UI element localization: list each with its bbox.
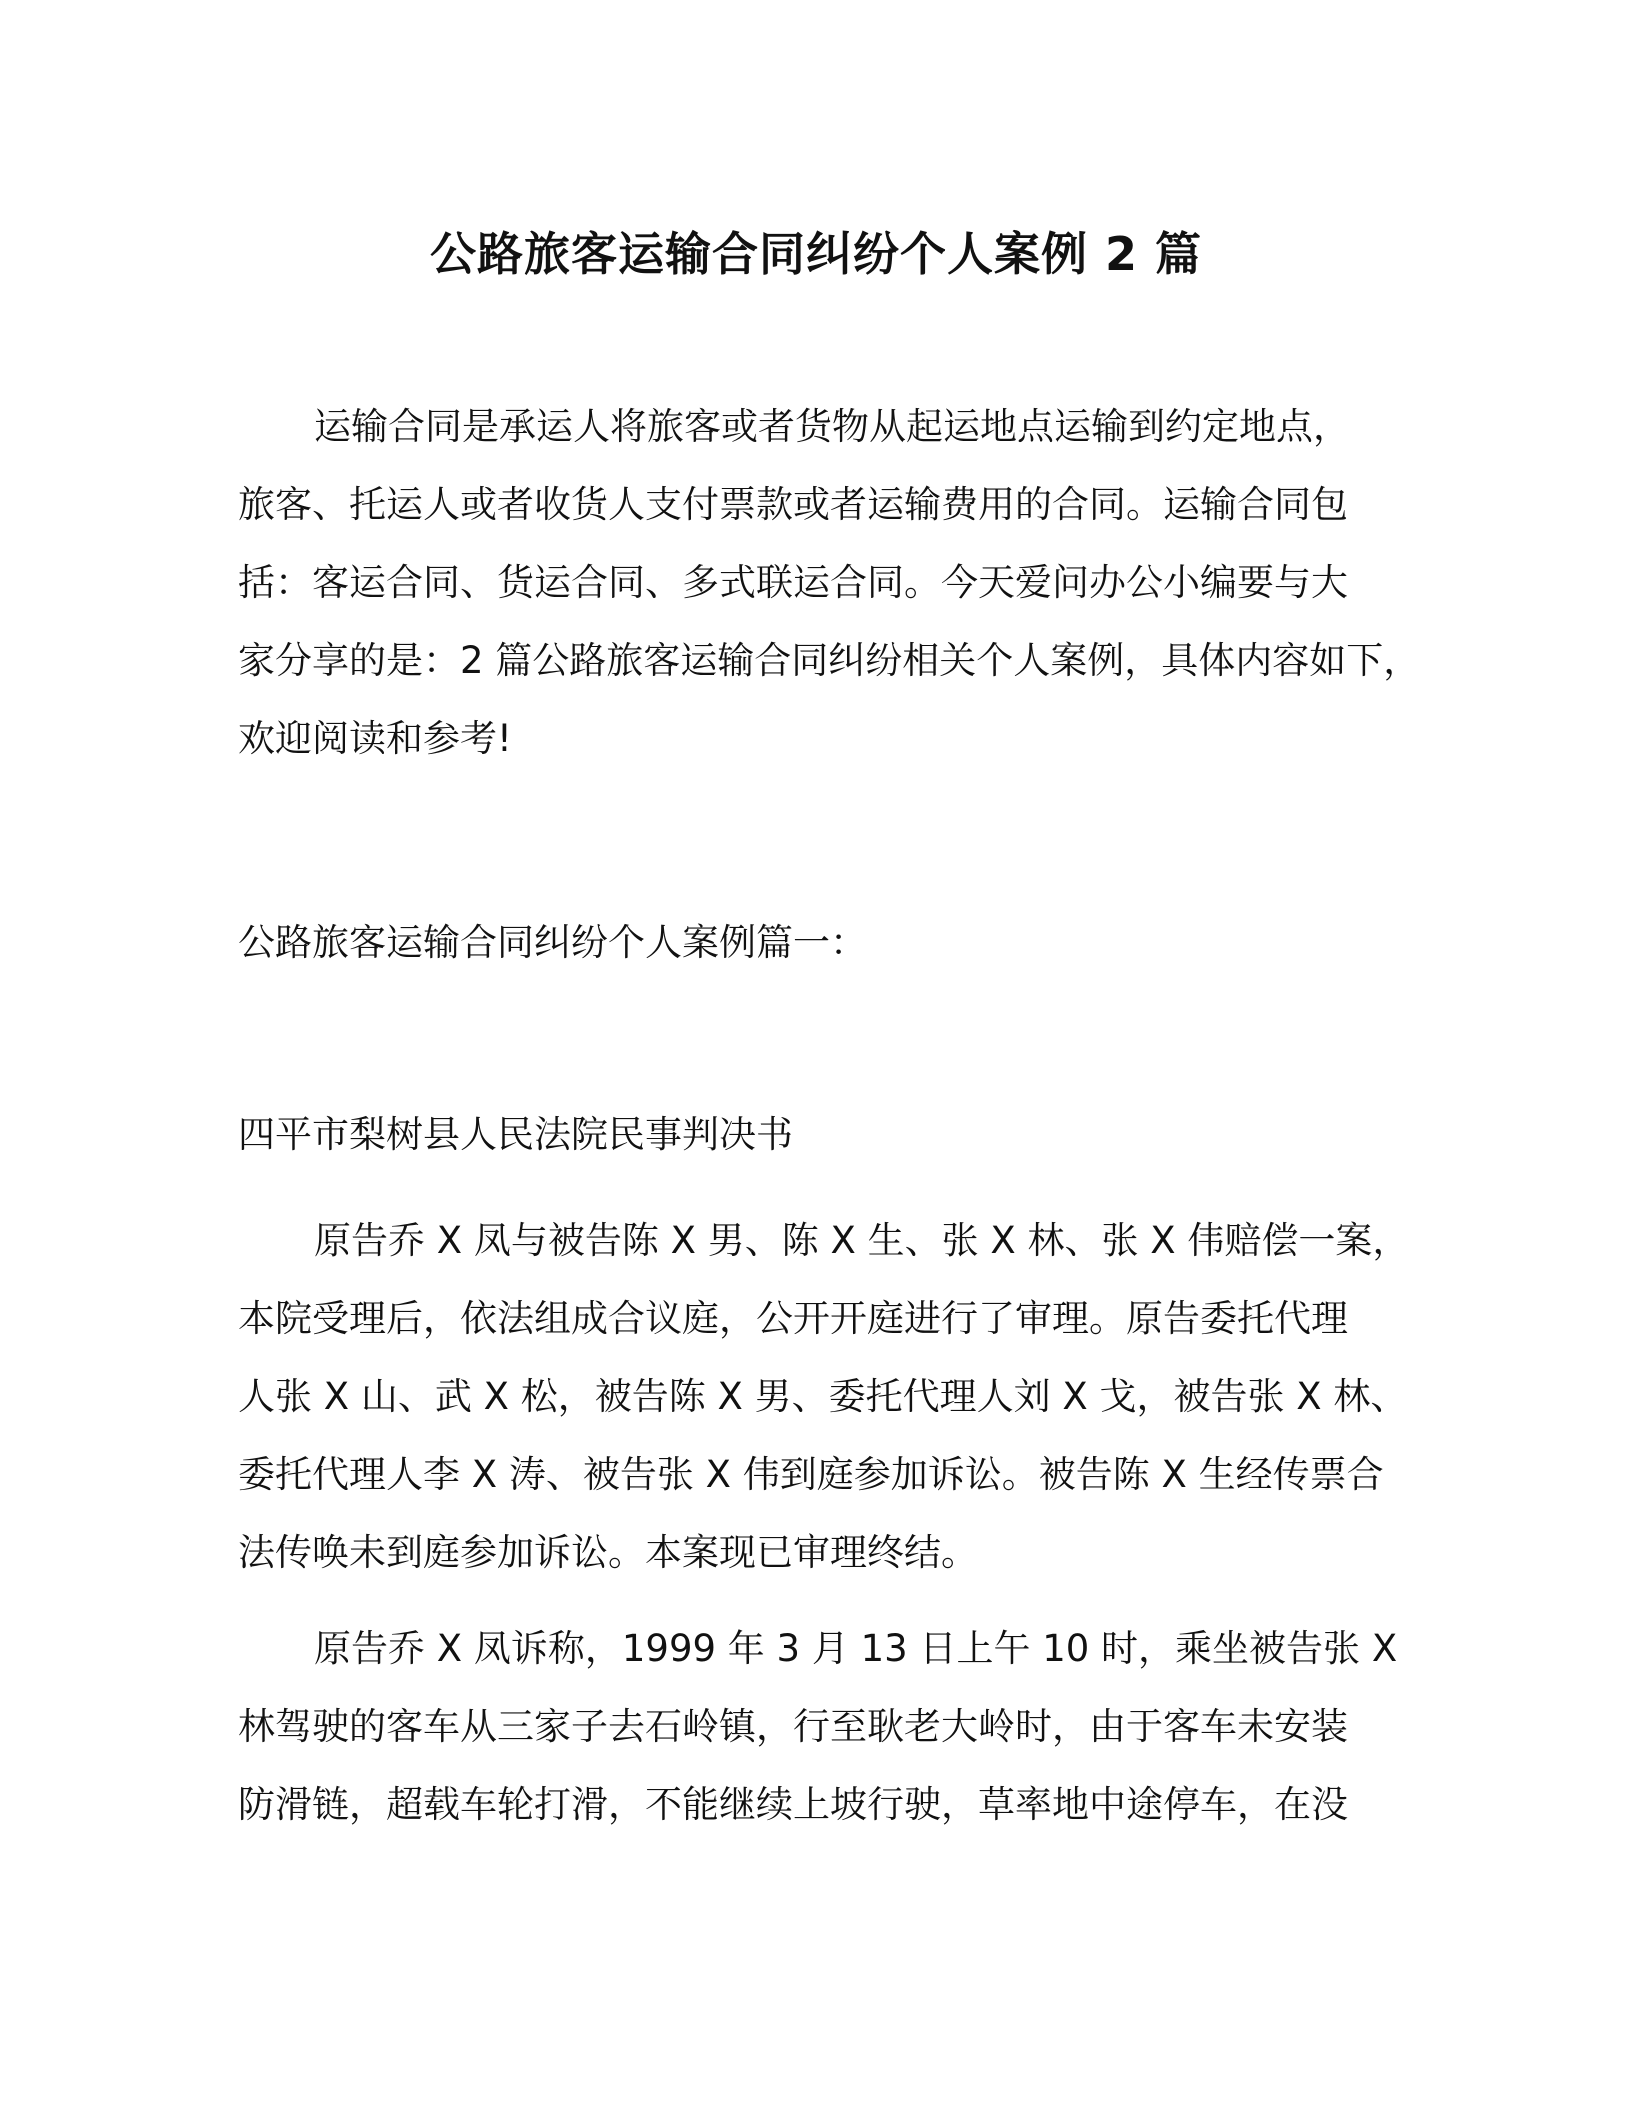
paragraph-line: 法传唤未到庭参加诉讼。本案现已审理终结。 — [238, 1531, 978, 1574]
section-heading-text: 公路旅客运输合同纠纷个人案例篇一： — [238, 921, 867, 964]
intro-line: 运输合同是承运人将旅客或者货物从起运地点运输到约定地点， — [314, 405, 1350, 448]
intro-line: 旅客、托运人或者收货人支付票款或者运输费用的合同。运输合同包 — [238, 483, 1348, 526]
paragraph-line: 人张 X 山、武 X 松，被告陈 X 男、委托代理人刘 X 戈，被告张 X 林、 — [238, 1375, 1408, 1418]
paragraph-line: 防滑链，超载车轮打滑，不能继续上坡行驶，草率地中途停车，在没 — [238, 1783, 1348, 1826]
section-heading — [238, 904, 1398, 982]
court-heading-text: 四平市梨树县人民法院民事判决书 — [238, 1113, 793, 1156]
paragraph-line: 林驾驶的客车从三家子去石岭镇，行至耿老大岭时，由于客车未安装 — [238, 1705, 1348, 1748]
case-paragraph-1 — [238, 1202, 1410, 1592]
paragraph-line: 本院受理后，依法组成合议庭，公开开庭进行了审理。原告委托代理 — [238, 1297, 1348, 1340]
paragraph-line: 原告乔 X 凤诉称，1999 年 3 月 13 日上午 10 时，乘坐被告张 X — [314, 1627, 1398, 1670]
case-paragraph-2 — [238, 1610, 1398, 1844]
intro-line: 括：客运合同、货运合同、多式联运合同。今天爱问办公小编要与大 — [238, 561, 1348, 604]
court-heading — [238, 1096, 1398, 1174]
intro-paragraph — [238, 388, 1421, 778]
paragraph-line: 委托代理人李 X 涛、被告张 X 伟到庭参加诉讼。被告陈 X 生经传票合 — [238, 1453, 1384, 1496]
intro-line: 家分享的是：2 篇公路旅客运输合同纠纷相关个人案例，具体内容如下， — [238, 639, 1421, 682]
paragraph-line: 原告乔 X 凤与被告陈 X 男、陈 X 生、张 X 林、张 X 伟赔偿一案， — [314, 1219, 1410, 1262]
document-title: 公路旅客运输合同纠纷个人案例 2 篇 — [429, 227, 1203, 281]
intro-line: 欢迎阅读和参考! — [238, 717, 512, 760]
